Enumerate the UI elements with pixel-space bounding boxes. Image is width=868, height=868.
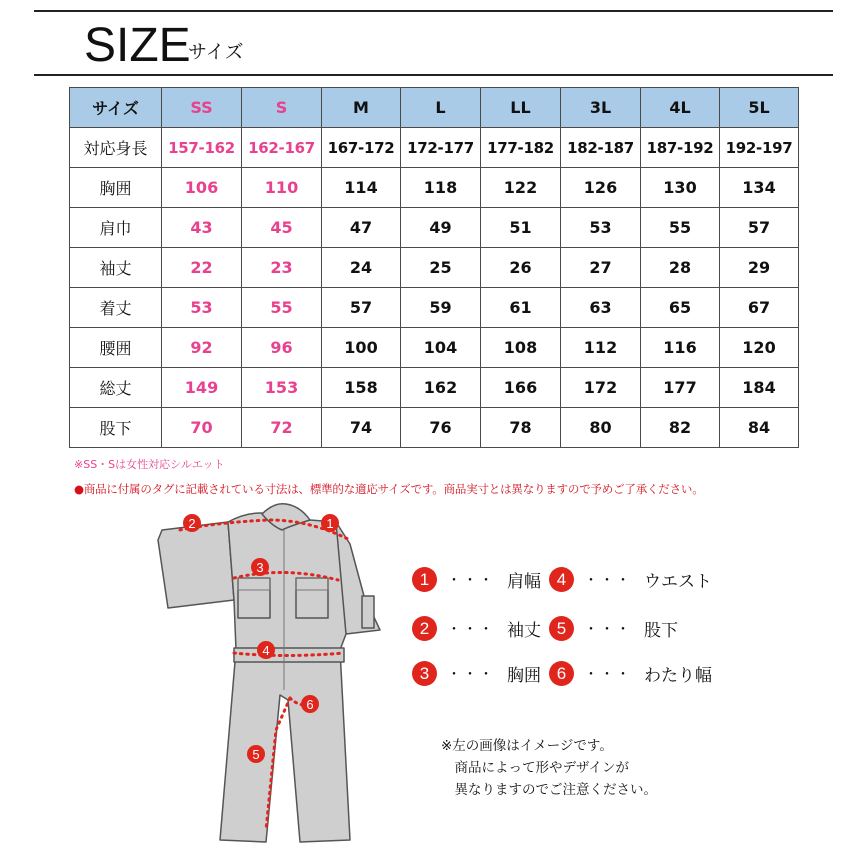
size-cell: 108 — [481, 328, 561, 368]
marker-2: 2 — [188, 516, 196, 531]
size-cell: 72 — [242, 408, 322, 448]
size-row-label: 総丈 — [70, 368, 162, 408]
legend-label-2: 袖丈 — [507, 621, 541, 641]
marker-4: 4 — [262, 643, 270, 658]
size-cell: 120 — [720, 328, 799, 368]
size-cell: 100 — [322, 328, 401, 368]
size-col-s: S — [242, 88, 322, 128]
size-cell: 114 — [322, 168, 401, 208]
size-cell: 27 — [561, 248, 641, 288]
size-cell: 187-192 — [641, 128, 720, 168]
size-cell: 57 — [720, 208, 799, 248]
legend-number-3: 3 — [412, 661, 437, 686]
size-cell: 110 — [242, 168, 322, 208]
size-cell: 80 — [561, 408, 641, 448]
tag-size-note: ●商品に付属のタグに記載されている寸法は、標準的な適応サイズです。商品実寸とは異なりますので予めご了承ください。 — [74, 482, 704, 496]
size-cell: 106 — [162, 168, 242, 208]
legend-number-5: 5 — [549, 616, 574, 641]
size-cell: 78 — [481, 408, 561, 448]
legend-label-5: 股下 — [644, 621, 678, 641]
size-cell: 25 — [401, 248, 481, 288]
size-table-row — [70, 248, 799, 288]
legend-item-1 — [412, 567, 541, 592]
size-cell: 166 — [481, 368, 561, 408]
left-sleeve — [158, 522, 234, 608]
size-cell: 192-197 — [720, 128, 799, 168]
legend-dots: ・・・ — [447, 621, 495, 638]
size-table-row — [70, 288, 799, 328]
size-cell: 96 — [242, 328, 322, 368]
size-col-ll: LL — [481, 88, 561, 128]
ladies-silhouette-note: ※SS・Sは女性対応シルエット — [74, 458, 225, 471]
size-cell: 29 — [720, 248, 799, 288]
size-col-m: M — [322, 88, 401, 128]
size-cell: 182-187 — [561, 128, 641, 168]
size-cell: 162 — [401, 368, 481, 408]
size-table — [69, 87, 799, 448]
size-cell: 149 — [162, 368, 242, 408]
size-row-label: 袖丈 — [70, 248, 162, 288]
marker-3: 3 — [256, 560, 264, 575]
size-cell: 104 — [401, 328, 481, 368]
legend-number-1: 1 — [412, 567, 437, 592]
size-row-label: 腰囲 — [70, 328, 162, 368]
legend-dots: ・・・ — [447, 666, 495, 683]
legend-label-4: ウエスト — [644, 572, 712, 592]
size-cell: 24 — [322, 248, 401, 288]
size-cell: 184 — [720, 368, 799, 408]
legend-item-4 — [549, 567, 712, 592]
size-cell: 158 — [322, 368, 401, 408]
size-cell: 26 — [481, 248, 561, 288]
size-table-row — [70, 408, 799, 448]
top-rule — [34, 10, 833, 12]
marker-6: 6 — [306, 697, 314, 712]
right-chest-pocket — [296, 578, 328, 618]
size-cell: 45 — [242, 208, 322, 248]
legend-number-6: 6 — [549, 661, 574, 686]
size-col-ss: SS — [162, 88, 242, 128]
trousers — [220, 650, 350, 842]
size-cell: 167-172 — [322, 128, 401, 168]
legend-dots: ・・・ — [447, 572, 495, 589]
coverall-illustration — [150, 500, 390, 850]
size-cell: 92 — [162, 328, 242, 368]
size-cell: 130 — [641, 168, 720, 208]
size-cell: 177 — [641, 368, 720, 408]
size-row-label: 肩巾 — [70, 208, 162, 248]
size-cell: 51 — [481, 208, 561, 248]
size-row-label: 胸囲 — [70, 168, 162, 208]
size-table-row — [70, 208, 799, 248]
size-cell: 53 — [561, 208, 641, 248]
size-col-header: サイズ — [70, 88, 162, 128]
size-cell: 57 — [322, 288, 401, 328]
size-cell: 59 — [401, 288, 481, 328]
size-cell: 74 — [322, 408, 401, 448]
size-cell: 84 — [720, 408, 799, 448]
legend-label-6: わたり幅 — [644, 666, 712, 686]
legend-item-5 — [549, 616, 678, 641]
size-cell: 63 — [561, 288, 641, 328]
size-cell: 65 — [641, 288, 720, 328]
size-cell: 53 — [162, 288, 242, 328]
legend-dots: ・・・ — [584, 572, 632, 589]
size-cell: 43 — [162, 208, 242, 248]
size-cell: 49 — [401, 208, 481, 248]
size-cell: 55 — [242, 288, 322, 328]
size-cell: 28 — [641, 248, 720, 288]
legend-dots: ・・・ — [584, 621, 632, 638]
size-table-row — [70, 128, 799, 168]
size-cell: 112 — [561, 328, 641, 368]
size-cell: 157-162 — [162, 128, 242, 168]
legend-dots: ・・・ — [584, 666, 632, 683]
left-chest-pocket — [238, 578, 270, 618]
legend-item-3 — [412, 661, 541, 686]
size-cell: 70 — [162, 408, 242, 448]
legend-item-2 — [412, 616, 541, 641]
size-cell: 61 — [481, 288, 561, 328]
size-cell: 47 — [322, 208, 401, 248]
size-cell: 172 — [561, 368, 641, 408]
size-col-l: L — [401, 88, 481, 128]
legend-number-4: 4 — [549, 567, 574, 592]
size-cell: 134 — [720, 168, 799, 208]
title-underline — [34, 74, 833, 76]
size-cell: 118 — [401, 168, 481, 208]
size-cell: 67 — [720, 288, 799, 328]
size-cell: 177-182 — [481, 128, 561, 168]
size-row-label: 対応身長 — [70, 128, 162, 168]
size-cell: 55 — [641, 208, 720, 248]
size-col-4l: 4L — [641, 88, 720, 128]
legend-label-3: 胸囲 — [507, 666, 541, 686]
size-cell: 162-167 — [242, 128, 322, 168]
marker-5: 5 — [252, 747, 260, 762]
size-table-row — [70, 328, 799, 368]
size-cell: 116 — [641, 328, 720, 368]
legend-number-2: 2 — [412, 616, 437, 641]
page-title: SIZE — [84, 19, 191, 72]
marker-1: 1 — [326, 516, 334, 531]
size-cell: 22 — [162, 248, 242, 288]
size-table-header-row — [70, 88, 799, 128]
size-table-row — [70, 168, 799, 208]
size-cell: 23 — [242, 248, 322, 288]
size-row-label: 着丈 — [70, 288, 162, 328]
legend-item-6 — [549, 661, 712, 686]
size-col-3l: 3L — [561, 88, 641, 128]
size-cell: 153 — [242, 368, 322, 408]
page-subtitle: サイズ — [188, 41, 244, 63]
size-row-label: 股下 — [70, 408, 162, 448]
size-cell: 126 — [561, 168, 641, 208]
size-cell: 82 — [641, 408, 720, 448]
size-cell: 122 — [481, 168, 561, 208]
legend-label-1: 肩幅 — [507, 572, 541, 592]
size-table-row — [70, 368, 799, 408]
image-disclaimer: ※左の画像はイメージです。 商品によって形やデザインが 異なりますのでご注意ください。 — [441, 738, 657, 798]
size-cell: 172-177 — [401, 128, 481, 168]
size-col-5l: 5L — [720, 88, 799, 128]
size-cell: 76 — [401, 408, 481, 448]
